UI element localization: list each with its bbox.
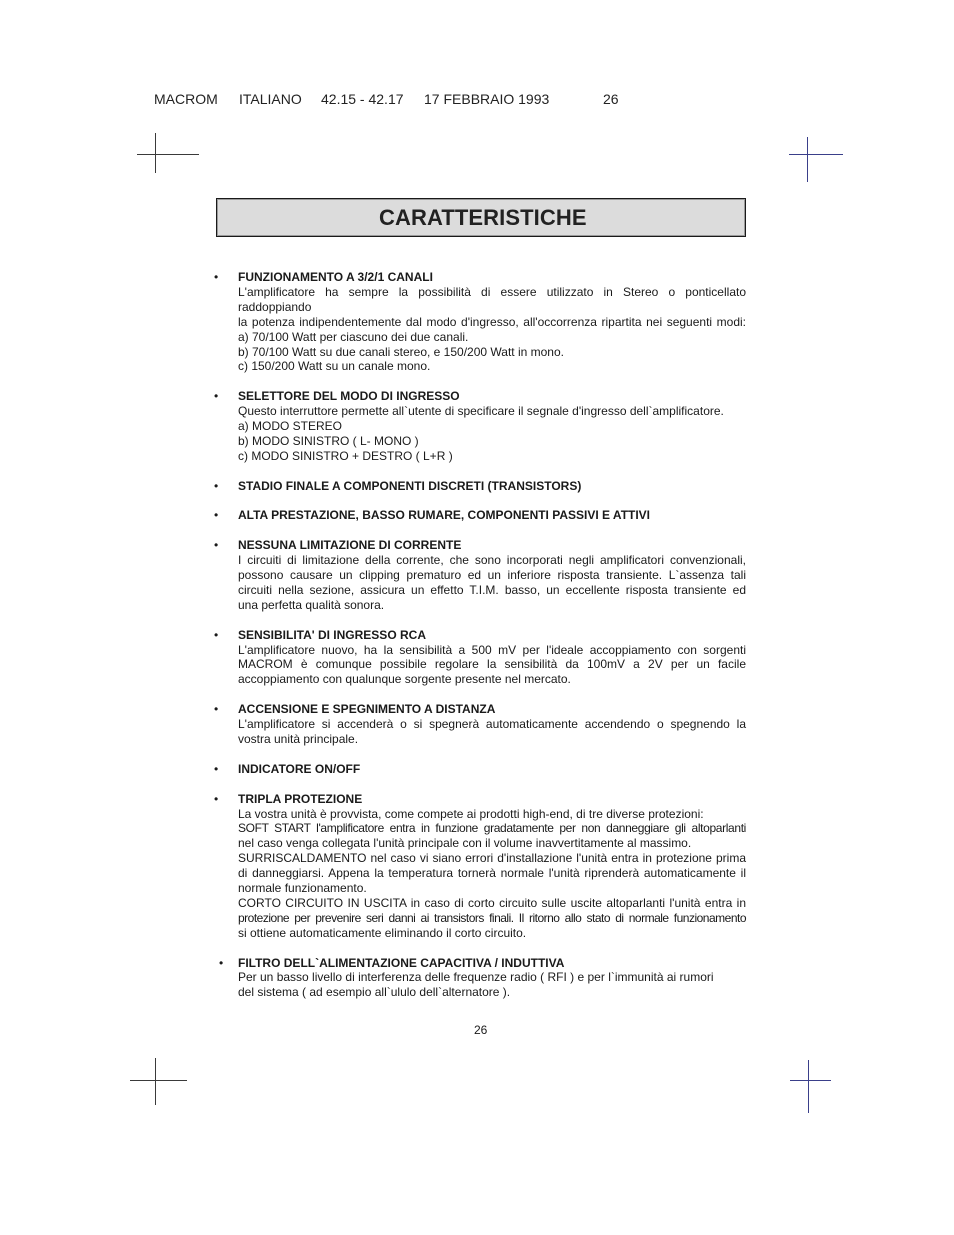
feature-text-line: c) MODO SINISTRO + DESTRO ( L+R ): [238, 448, 453, 463]
feature-text-line: L'amplificatore si accenderà o si spegnerà automaticamente accendendo o spegnendo la: [238, 717, 746, 732]
feature-text-line: SURRISCALDAMENTO nel caso vi siano errori d'installazione l'unità entra in protezione prima: [238, 851, 746, 866]
feature-text-line: vostra unità principale.: [238, 732, 359, 746]
feature-text-line: di danneggiarsi. Appena la temperatura tornerà normale l'unità riprenderà automaticamente il: [238, 866, 746, 881]
feature-text-line: nel caso venga collegata l'unità principale con il volume inavvertitamente al massimo.: [238, 836, 692, 851]
bullet: •: [214, 389, 219, 404]
feature-text-line: a) 70/100 Watt per ciascuno dei due canali.: [238, 329, 469, 344]
feature-heading: TRIPLA PROTEZIONE: [238, 791, 363, 806]
feature-channels: [0, 270, 954, 374]
feature-input-selector: [0, 389, 954, 464]
feature-final-stage: [0, 479, 954, 494]
header-language: ITALIANO: [239, 91, 302, 107]
bullet: •: [214, 270, 219, 284]
feature-no-current-limit: [0, 538, 954, 613]
header-brand: MACROM: [154, 91, 218, 107]
feature-text-line: c) 150/200 Watt su un canale mono.: [238, 359, 431, 374]
feature-high-performance: [0, 508, 954, 523]
feature-heading: ALTA PRESTAZIONE, BASSO RUMARE, COMPONENTI PASSIVI E ATTIVI: [238, 508, 651, 523]
feature-text-line: circuiti nella sezione, assicura un effetto T.I.M. basso, un eccellente risposta transiente ed: [238, 582, 746, 597]
feature-text-line: normale funzionamento.: [238, 881, 367, 896]
feature-heading: STADIO FINALE A COMPONENTI DISCRETI (TRANSISTORS): [238, 478, 582, 493]
bullet: •: [214, 791, 219, 806]
bullet: •: [214, 478, 219, 493]
features-list: [0, 270, 954, 1015]
header-model: 42.15 - 42.17: [321, 91, 404, 107]
bullet: •: [219, 955, 224, 970]
feature-text-line: MACROM è comunque possibile regolare la sensibilità da 100mV a 2V per un facile: [238, 657, 746, 672]
feature-power-filter: [0, 956, 954, 1001]
feature-text-line: Per un basso livello di interferenza delle frequenze radio ( RFI ) e per l`immunità ai rumori: [238, 970, 714, 985]
feature-heading: FILTRO DELL`ALIMENTAZIONE CAPACITIVA / INDUTTIVA: [238, 955, 565, 970]
feature-text-line: La vostra unità è provvista, come compete ai prodotti high-end, di tre diverse protezioni:: [238, 806, 704, 821]
page-header: [0, 91, 954, 109]
feature-text-line: CORTO CIRCUITO IN USCITA in caso di corto circuito sulle uscite altoparlanti l'unità entra in: [238, 895, 746, 910]
feature-heading: ACCENSIONE E SPEGNIMENTO A DISTANZA: [238, 702, 496, 717]
feature-rca-sensitivity: [0, 628, 954, 688]
feature-text-line: protezione per prevenire seri danni ai transistors finali. Il ritorno allo stato di normale funzionamento: [238, 910, 746, 925]
feature-heading: SELETTORE DEL MODO DI INGRESSO: [238, 389, 460, 404]
feature-triple-protection: [0, 792, 954, 941]
feature-text-line: accoppiamento con qualunque sorgente presente nel mercato.: [238, 672, 571, 687]
header-page: 26: [603, 91, 619, 107]
feature-text-line: L'amplificatore ha sempre la possibilità di essere utilizzato in Stereo o ponticellato raddoppiando: [238, 284, 746, 314]
feature-heading: INDICATORE ON/OFF: [238, 761, 361, 776]
header-date: 17 FEBBRAIO 1993: [424, 91, 550, 107]
feature-text-line: possono causare un clipping prematuro ed un inferiore risposta transiente. L`assenza tali: [238, 568, 746, 583]
feature-heading: NESSUNA LIMITAZIONE DI CORRENTE: [238, 538, 462, 553]
feature-text-line: a) MODO STEREO: [238, 419, 343, 434]
page-number: 26: [474, 1023, 488, 1037]
bullet: •: [214, 508, 219, 523]
feature-remote-on-off: [0, 702, 954, 747]
bullet: •: [214, 627, 219, 642]
feature-text-line: b) MODO SINISTRO ( L- MONO ): [238, 433, 419, 448]
feature-text-line: del sistema ( ad esempio all`ululo dell`alternatore ).: [238, 985, 511, 1000]
title-box: [216, 198, 746, 237]
feature-text-line: b) 70/100 Watt su due canali stereo, e 150/200 Watt in mono.: [238, 344, 564, 359]
feature-text-line: una perfetta qualità sonora.: [238, 597, 385, 612]
feature-on-off-indicator: [0, 762, 954, 777]
feature-text-line: SOFT START l'amplificatore entra in funzione gradatamente per non danneggiare gli altoparlanti: [238, 821, 746, 836]
feature-text-line: Questo interruttore permette all`utente di specificare il segnale d'ingresso dell`amplificatore.: [238, 404, 724, 419]
feature-text-line: la potenza indipendentemente dal modo d'ingresso, all'occorrenza ripartita nei seguenti modi:: [238, 314, 746, 329]
bullet: •: [214, 538, 219, 553]
feature-heading: FUNZIONAMENTO A 3/2/1 CANALI: [238, 270, 433, 284]
feature-text-line: si ottiene automaticamente eliminando il corto circuito.: [238, 925, 527, 940]
feature-text-line: I circuiti di limitazione della corrente, che sono incorporati negli amplificatori convenzionali,: [238, 553, 746, 568]
feature-heading: SENSIBILITA' DI INGRESSO RCA: [238, 627, 426, 642]
bullet: •: [214, 761, 219, 776]
bullet: •: [214, 702, 219, 717]
page-title: CARATTERISTICHE: [379, 205, 587, 230]
feature-text-line: L'amplificatore nuovo, ha la sensibilità a 500 mV per l'ideale accoppiamento con sorgenti: [238, 642, 746, 657]
